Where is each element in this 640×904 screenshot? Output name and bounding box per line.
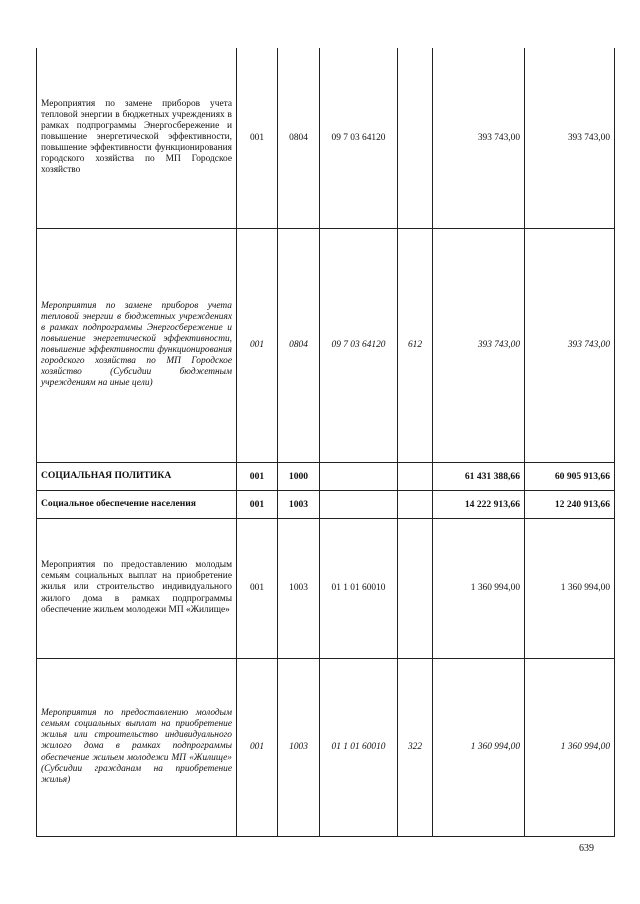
table-row — [37, 490, 615, 518]
row-ved: 001 — [237, 490, 278, 518]
row-razdel: 0804 — [278, 228, 320, 462]
row-csr — [320, 490, 398, 518]
row-sum-1: 393 743,00 — [433, 228, 525, 462]
row-sum-2: 1 360 994,00 — [525, 658, 615, 836]
row-csr: 01 1 01 60010 — [320, 518, 398, 658]
budget-table — [36, 48, 615, 837]
row-sum-1: 1 360 994,00 — [433, 658, 525, 836]
row-razdel: 0804 — [278, 48, 320, 228]
row-razdel: 1003 — [278, 518, 320, 658]
row-vr — [398, 48, 433, 228]
row-vr: 612 — [398, 228, 433, 462]
row-sum-2: 60 905 913,66 — [525, 462, 615, 490]
row-sum-2: 393 743,00 — [525, 228, 615, 462]
row-ved: 001 — [237, 462, 278, 490]
row-sum-1: 1 360 994,00 — [433, 518, 525, 658]
row-ved: 001 — [237, 228, 278, 462]
table-row — [37, 48, 615, 228]
row-razdel: 1003 — [278, 490, 320, 518]
row-sum-1: 14 222 913,66 — [433, 490, 525, 518]
row-csr: 09 7 03 64120 — [320, 228, 398, 462]
row-name: Социальное обеспечение населения — [37, 490, 237, 518]
row-ved: 001 — [237, 518, 278, 658]
row-vr — [398, 518, 433, 658]
row-vr — [398, 462, 433, 490]
row-name: СОЦИАЛЬНАЯ ПОЛИТИКА — [37, 462, 237, 490]
table-row — [37, 462, 615, 490]
row-csr: 01 1 01 60010 — [320, 658, 398, 836]
row-csr — [320, 462, 398, 490]
row-name: Мероприятия по замене приборов учета тепловой энергии в бюджетных учреждениях в рамках подпрограммы Энергосбережение и повышение энергетической эффективности, повышение эффективности функционирования городского хозяйства по МП Городское хозяйство (Субсидии бюджетным учреждениям на иные цели) — [37, 228, 237, 462]
row-razdel: 1003 — [278, 658, 320, 836]
row-csr: 09 7 03 64120 — [320, 48, 398, 228]
page-number: 639 — [579, 843, 594, 854]
row-name: Мероприятия по замене приборов учета тепловой энергии в бюджетных учреждениях в рамках подпрограммы Энергосбережение и повышение энергетической эффективности, повышение эффективности функционирования городского хозяйства по МП Городское хозяйство — [37, 48, 237, 228]
row-sum-1: 61 431 388,66 — [433, 462, 525, 490]
table-row — [37, 228, 615, 462]
row-ved: 001 — [237, 48, 278, 228]
row-vr: 322 — [398, 658, 433, 836]
row-ved: 001 — [237, 658, 278, 836]
row-sum-2: 1 360 994,00 — [525, 518, 615, 658]
table-row — [37, 518, 615, 658]
row-name: Мероприятия по предоставлению молодым семьям социальных выплат на приобретение жилья или строительство индивидуального жилого дома в рамках подпрограммы обеспечение жильем молодежи МП «Жилище» — [37, 518, 237, 658]
row-vr — [398, 490, 433, 518]
table-row — [37, 658, 615, 836]
row-razdel: 1000 — [278, 462, 320, 490]
row-name: Мероприятия по предоставлению молодым семьям социальных выплат на приобретение жилья или строительство индивидуального жилого дома в рамках подпрограммы обеспечение жильем молодежи МП «Жилище» (Субсидии гражданам на приобретение жилья) — [37, 658, 237, 836]
row-sum-2: 12 240 913,66 — [525, 490, 615, 518]
row-sum-2: 393 743,00 — [525, 48, 615, 228]
row-sum-1: 393 743,00 — [433, 48, 525, 228]
